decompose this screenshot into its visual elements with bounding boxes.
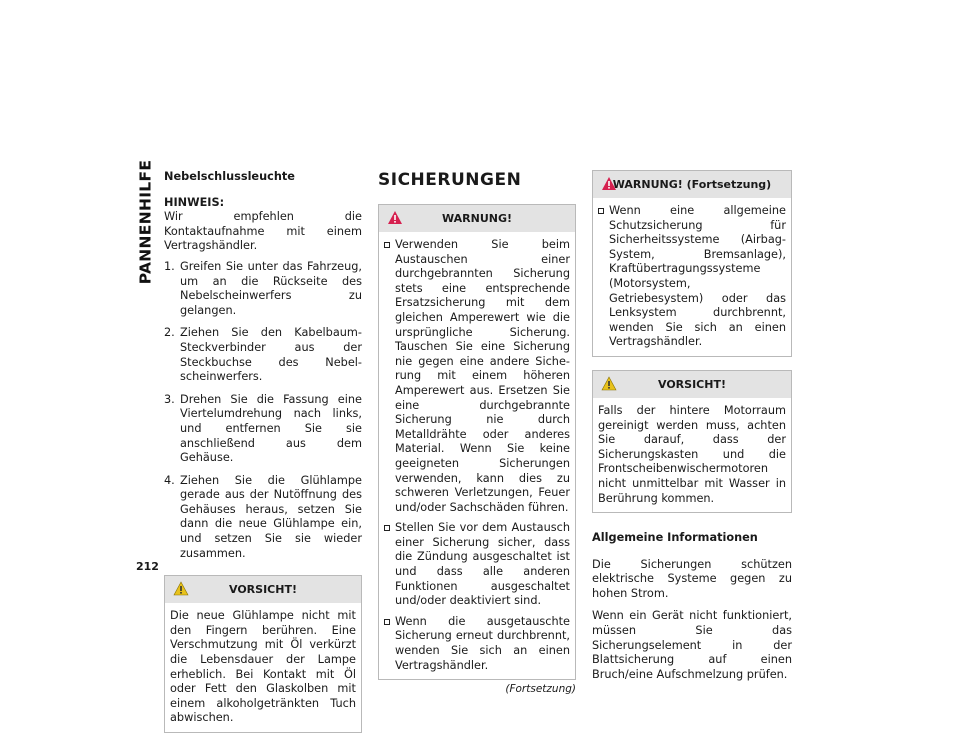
continued-label: (Fortsetzung) [505,683,576,696]
caution-title: VORSICHT! [229,583,297,597]
warning-icon [387,210,403,225]
section-title: SICHERUNGEN [378,170,522,190]
bullet-text: Wenn eine allgemeine Schutzsicherung für Sicherheitssysteme (Airbag-System, Bremsanlage), Kraftübertragungssysteme (Motorsystem, Getriebesystem) oder das Lenksystem durchbrennt, wenden Sie sich an einen Vertragshändler. [609,204,786,349]
step-text: Greifen Sie unter das Fahrzeug, um an die Rückseite des Nebelscheinwerfers zu gelangen. [180,259,362,317]
step-item [164,474,362,562]
caution-box [592,370,792,513]
step-item [164,260,362,318]
column-3 [592,170,792,688]
column-1 [164,170,362,733]
bullet-square-icon [598,208,604,214]
caution-box-body [165,603,361,732]
step-number: 1. [164,259,175,273]
general-info-heading: Allgemeine Informationen [592,531,758,545]
warning-icon [601,176,617,191]
caution-box-header [165,576,361,603]
bullet-square-icon [384,525,390,531]
warning-continued-header [593,171,791,198]
column-2 [378,170,576,697]
step-number: 3. [164,392,175,406]
step-text: Ziehen Sie die Glühlampe gerade aus der Nutöffnung des Gehäuses heraus, setzen Sie dann die neue Glühlampe ein, und setzen Sie sie wieder zusammen. [180,473,362,560]
caution-box-body [593,398,791,512]
steps-list [164,260,362,561]
caution-title: VORSICHT! [658,377,726,391]
caution-box-header [593,371,791,398]
bullet-square-icon [384,619,390,625]
step-text: Drehen Sie die Fassung eine Viertelumdrehung nach links, und entfernen Sie sie anschließend aus dem Gehäuse. [180,392,362,465]
bullet-text: Stellen Sie vor dem Austausch einer Sicherung sicher, dass die Zündung ausgeschaltet ist und dass alle anderen Funktionen ausgeschaltet und/oder deaktiviert sind. [395,521,570,608]
caution-box [164,575,362,733]
step-number: 4. [164,473,175,487]
warning-bullet [384,615,570,673]
warning-box-body [379,232,575,679]
warning-continued-box [592,170,792,357]
warning-continued-body [593,198,791,356]
note-label: HINWEIS: [164,195,225,209]
bullet-text: Wenn die ausgetauschte Sicherung erneut durchbrennt, wenden Sie sich an einen Vertragshändler. [395,614,570,672]
bullet-text: Verwenden Sie beim Austauschen einer durchgebrannten Sicherung stets eine entsprechende Ersatzsicherung mit dem gleichen Amperewert wie die ursprüngliche Sicherung. Tauschen Sie eine Sicherung nie gegen eine andere Sicherung mit einem höheren Amperewert aus. Ersetzen Sie eine durchgebrannte Sicherung nie durch Metalldrähte oder anderes Material. Wenn Sie keine geeigneten Sicherungen verwenden, kann dies zu schweren Verletzungen, Feuer und/oder Sachschäden führen. [395,238,570,514]
step-item [164,393,362,466]
bullet-square-icon [384,242,390,248]
warning-bullet [384,238,570,515]
warning-bullet [598,204,786,350]
chapter-tab-label: PANNENHILFE [136,159,155,285]
step-number: 2. [164,326,175,340]
caution-text: Falls der hintere Motorraum gereinigt werden muss, achten Sie darauf, dass der Sicherungskasten und die Frontscheibenwischermotoren nicht unmittelbar mit Wasser in Berührung kommen. [598,403,786,505]
caution-icon [173,581,189,596]
info-paragraph: Die Sicherungen schützen elektrische Systeme gegen zu hohen Strom. [592,557,792,600]
warning-bullet [384,521,570,609]
warning-title: WARNUNG! [441,212,512,225]
step-text: Ziehen Sie den Kabelbaum-Steckverbinder aus der Steckbuchse des Nebelscheinwerfers. [180,326,362,384]
warning-box [378,204,576,680]
subheading-fog-light: Nebelschlussleuchte [164,170,295,183]
warning-continued-title: WARNUNG! (Fortsetzung) [612,178,772,191]
page-number: 212 [136,560,159,573]
warning-box-header [379,205,575,232]
caution-text: Die neue Glühlampe nicht mit den Fingern berühren. Eine Verschmutzung mit Öl verkürzt die Lebensdauer der Lampe erheblich. Bei Kontakt mit Öl oder Fett den Glaskolben mit einem alkoholgetränkten Tuch abwischen. [170,609,356,725]
chapter-tab [135,159,157,285]
step-item [164,326,362,384]
note-text: Wir empfehlen die Kontaktaufnahme mit einem Vertragshändler. [164,210,362,253]
caution-icon [601,376,617,391]
info-paragraph: Wenn ein Gerät nicht funktioniert, müssen Sie das Sicherungselement in der Blattsicherung auf einen Bruch/eine Aufschmelzung prüfen. [592,609,792,681]
